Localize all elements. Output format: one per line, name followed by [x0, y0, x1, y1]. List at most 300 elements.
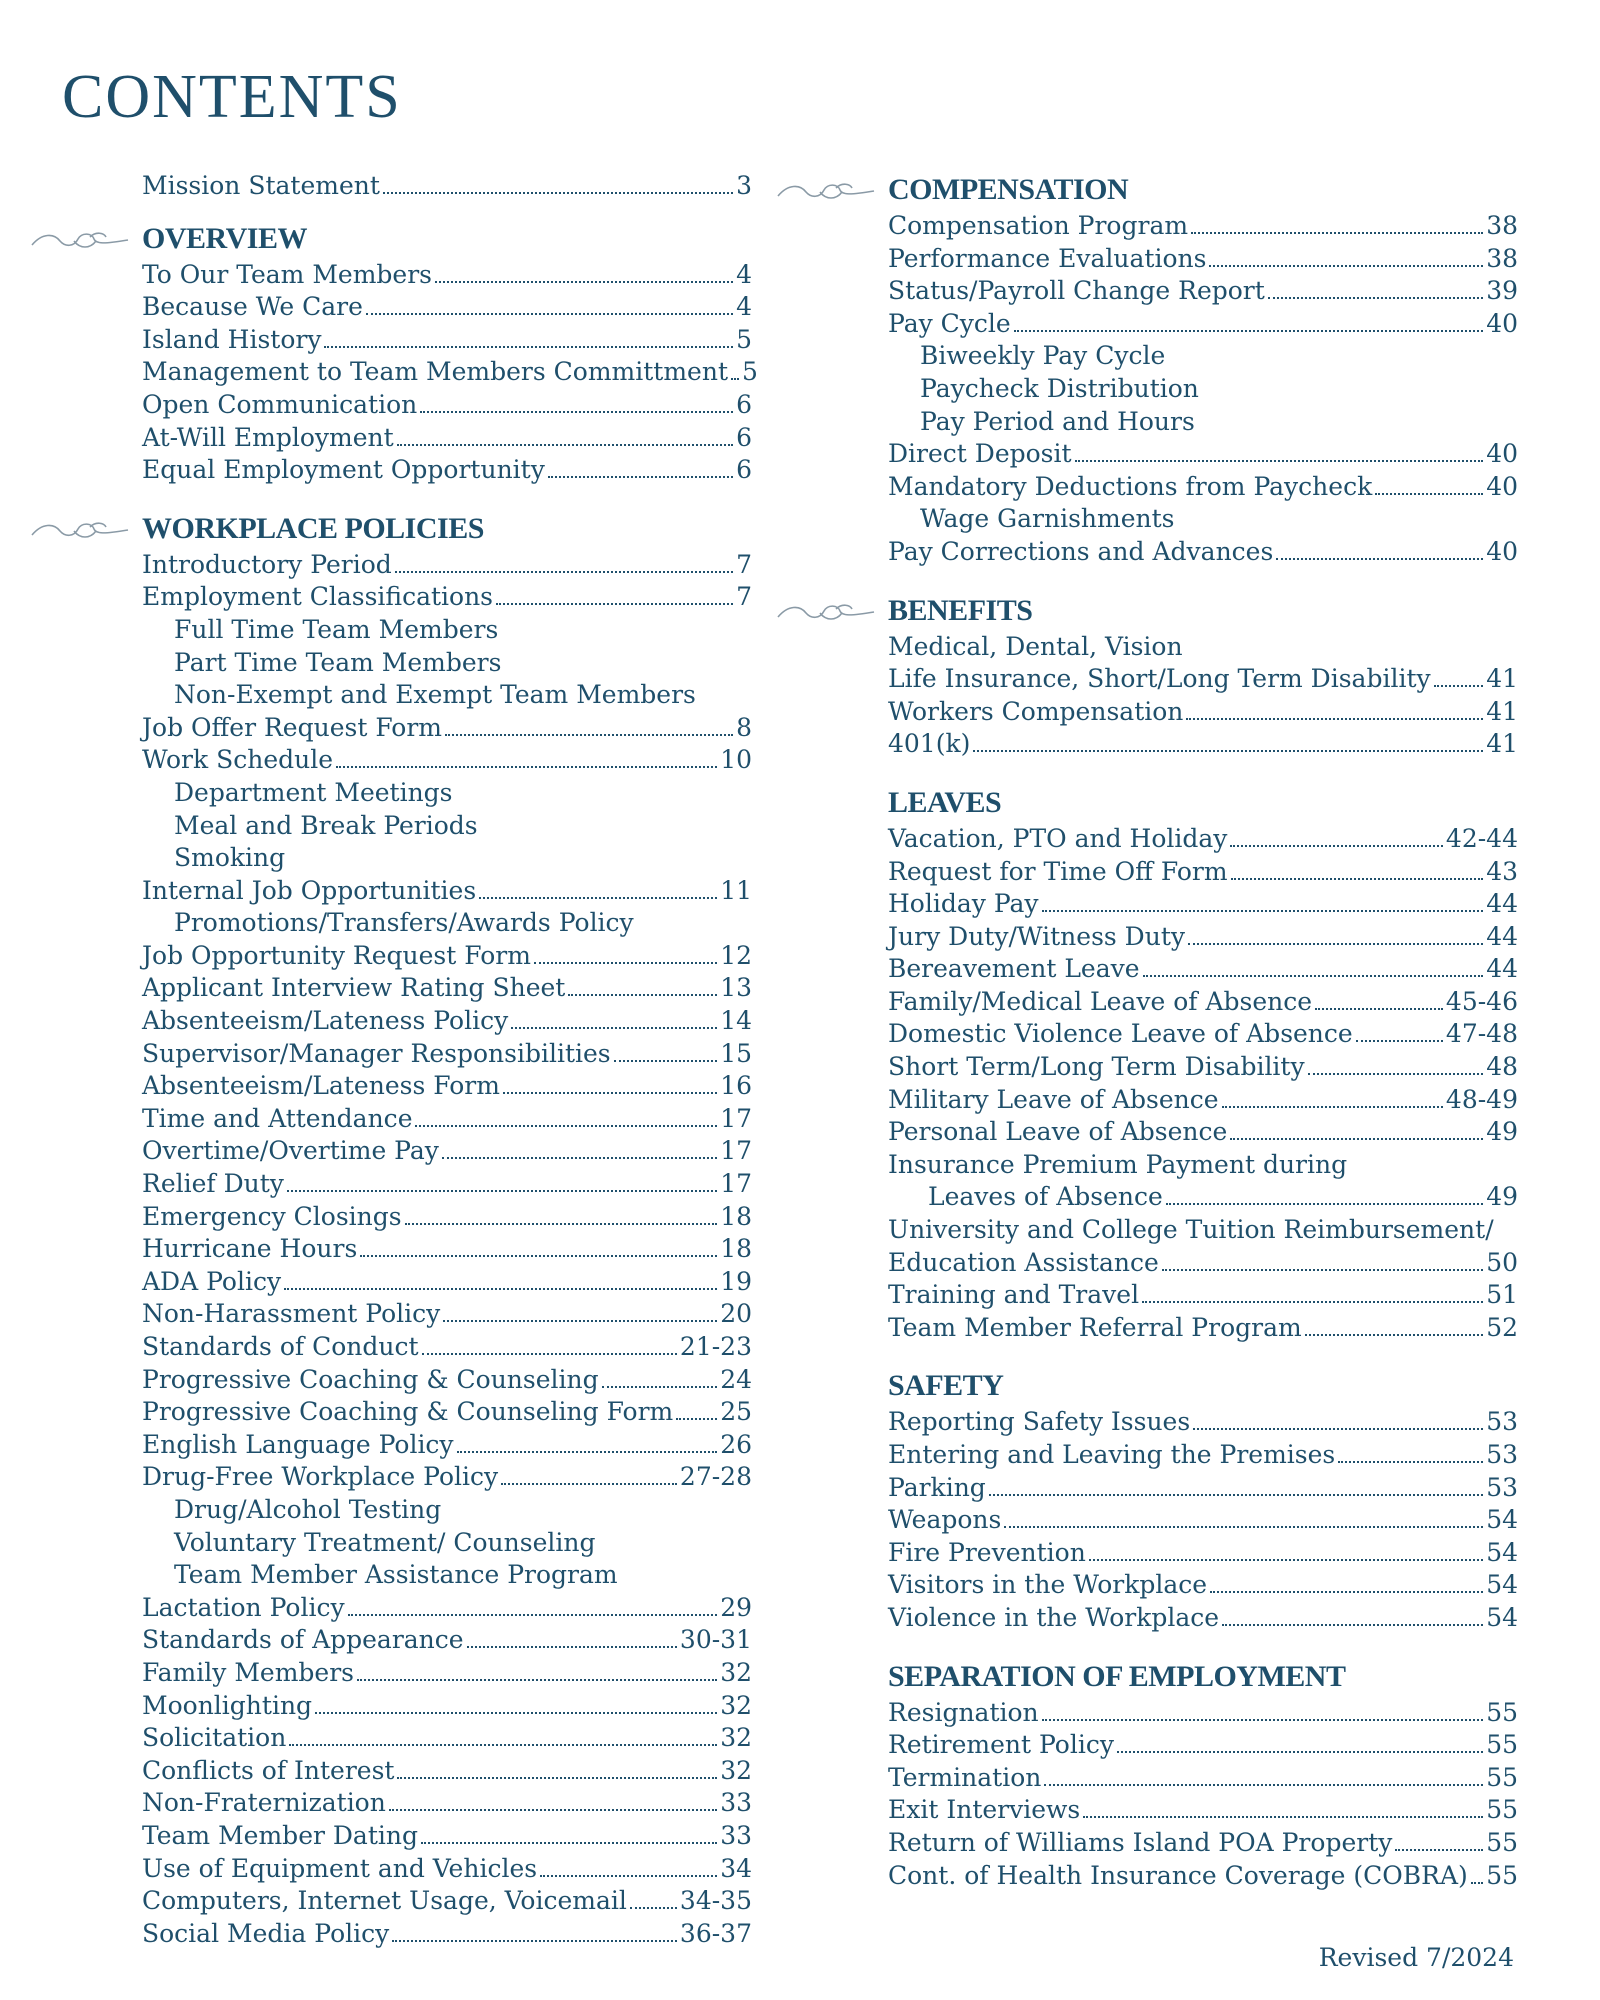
toc-entry-label: Entering and Leaving the Premises	[888, 1440, 1336, 1469]
toc-entry-label: Moonlighting	[142, 1690, 313, 1720]
toc-entry[interactable]	[888, 1794, 1518, 1827]
toc-entry-page: 33	[720, 1788, 752, 1818]
toc-entry[interactable]	[142, 679, 752, 712]
toc-entry[interactable]	[142, 1853, 752, 1886]
section-heading	[888, 170, 1518, 210]
toc-entry-page: 6	[736, 389, 752, 419]
toc-list	[888, 1697, 1518, 1893]
dot-leader	[496, 603, 733, 605]
toc-entry-label: Solicitation	[142, 1723, 287, 1753]
toc-entry[interactable]	[888, 1084, 1518, 1117]
toc-entry[interactable]	[142, 291, 752, 324]
toc-entry-page: 41	[1486, 729, 1518, 759]
toc-entry-page: 19	[720, 1266, 752, 1296]
toc-entry-label: Computers, Internet Usage, Voicemail	[142, 1886, 627, 1916]
dot-leader	[467, 1646, 677, 1648]
toc-entry-page: 18	[720, 1201, 752, 1231]
toc-entry[interactable]	[142, 744, 752, 777]
toc-entry[interactable]	[888, 243, 1518, 276]
toc-entry-page: 15	[720, 1038, 752, 1068]
toc-entry-page: 3	[736, 171, 752, 200]
toc-entry[interactable]	[888, 536, 1518, 569]
toc-entry-page: 30-31	[679, 1625, 752, 1655]
dot-leader	[421, 1842, 717, 1844]
toc-entry[interactable]	[888, 1762, 1518, 1795]
section-benefits	[888, 591, 1518, 761]
toc-entry-page: 12	[720, 940, 752, 970]
toc-entry[interactable]	[888, 1406, 1518, 1439]
toc-entry-label: Internal Job Opportunities	[142, 875, 477, 905]
toc-entry-label: Short Term/Long Term Disability	[888, 1052, 1305, 1082]
dot-leader	[534, 962, 717, 964]
toc-entry-page: 17	[720, 1136, 752, 1166]
toc-entry-label: Vacation, PTO and Holiday	[888, 823, 1228, 853]
toc-entry-page: 54	[1486, 1602, 1518, 1632]
toc-entry-page: 47-48	[1445, 1019, 1518, 1049]
dot-leader	[1222, 1106, 1443, 1108]
dot-leader	[1338, 1461, 1483, 1463]
toc-entry-page: 33	[720, 1820, 752, 1850]
dot-leader	[1210, 1591, 1483, 1593]
dot-leader	[1186, 718, 1483, 720]
toc-entry-page: 10	[720, 745, 752, 775]
toc-entry-label: Absenteeism/Lateness Policy	[142, 1006, 509, 1036]
dot-leader	[442, 1157, 717, 1159]
toc-entry-label: University and College Tuition Reimbursement/	[888, 1215, 1494, 1245]
toc-entry-label: Wage Garnishments	[920, 504, 1175, 534]
dot-leader	[1089, 1559, 1483, 1561]
dot-leader	[324, 346, 733, 348]
toc-entry-page: 7	[736, 582, 752, 612]
toc-entry-page: 44	[1486, 921, 1518, 951]
toc-entry-page: 54	[1486, 1537, 1518, 1567]
toc-list	[888, 210, 1518, 569]
toc-entry[interactable]	[142, 1331, 752, 1364]
dot-leader	[1188, 943, 1483, 945]
toc-entry[interactable]	[142, 1070, 752, 1103]
toc-entry-page: 18	[720, 1234, 752, 1264]
dot-leader	[315, 1712, 717, 1714]
toc-entry-label: Cont. of Health Insurance Coverage (COBRA)	[888, 1860, 1468, 1890]
toc-entry-page: 6	[736, 422, 752, 452]
toc-list	[888, 823, 1518, 1345]
toc-entry[interactable]	[142, 1038, 752, 1071]
toc-entry-label: Pay Cycle	[888, 308, 1011, 338]
toc-entry[interactable]	[888, 1602, 1518, 1635]
toc-entry[interactable]	[142, 1690, 752, 1723]
dot-leader	[630, 1907, 677, 1909]
toc-entry-label: Leaves of Absence	[928, 1182, 1163, 1212]
section-safety	[888, 1366, 1518, 1634]
toc-entry[interactable]	[142, 614, 752, 647]
dot-leader	[1162, 1269, 1483, 1271]
toc-entry-label: Return of Williams Island POA Property	[888, 1827, 1393, 1857]
toc-entry-label: Non-Exempt and Exempt Team Members	[174, 680, 696, 710]
toc-entry-page: 55	[1486, 1697, 1518, 1727]
toc-entry[interactable]	[888, 1860, 1518, 1893]
dot-leader	[397, 1777, 717, 1779]
toc-entry-page: 55	[1486, 1730, 1518, 1760]
toc-entry[interactable]	[142, 712, 752, 745]
toc-entry-page: 17	[720, 1103, 752, 1133]
toc-entry[interactable]	[888, 696, 1518, 729]
toc-entry[interactable]	[888, 1504, 1518, 1537]
toc-entry-page: 44	[1486, 889, 1518, 919]
dot-leader	[1231, 878, 1484, 880]
toc-entry[interactable]	[142, 454, 752, 487]
toc-entry-page: 49	[1486, 1117, 1518, 1147]
section-heading-text: WORKPLACE POLICIES	[142, 511, 484, 545]
toc-entry[interactable]	[888, 823, 1518, 856]
toc-list	[142, 259, 758, 487]
toc-entry[interactable]	[142, 647, 752, 680]
toc-entry-page: 17	[720, 1169, 752, 1199]
dot-leader	[1042, 1719, 1484, 1721]
toc-entry[interactable]	[142, 1461, 752, 1494]
toc-entry-label: Meal and Break Periods	[174, 810, 478, 840]
toc-entry[interactable]	[142, 1168, 752, 1201]
toc-entry-label: Part Time Team Members	[174, 647, 502, 677]
toc-entry[interactable]	[888, 471, 1518, 504]
toc-right-column	[888, 170, 1518, 1892]
page-title: CONTENTS	[62, 63, 402, 131]
toc-entry[interactable]	[888, 308, 1518, 341]
toc-entry-page: 24	[720, 1364, 752, 1394]
dot-leader	[383, 192, 733, 194]
section-heading: SAFETY	[888, 1369, 1004, 1403]
toc-entry-page: 25	[720, 1397, 752, 1427]
toc-entry-page: 13	[720, 973, 752, 1003]
toc-entry[interactable]	[888, 1018, 1518, 1051]
dot-leader	[568, 994, 717, 996]
toc-entry-page: 4	[736, 259, 752, 289]
toc-entry[interactable]	[888, 1537, 1518, 1570]
toc-entry[interactable]	[142, 581, 752, 614]
dot-leader	[1395, 1849, 1483, 1851]
dot-leader	[501, 1483, 677, 1485]
flourish-ornament-icon	[30, 517, 130, 543]
toc-entry-label: At-Will Employment	[142, 422, 394, 452]
toc-entry-page: 32	[720, 1657, 752, 1687]
dot-leader	[1004, 1526, 1483, 1528]
dot-leader	[415, 1125, 717, 1127]
toc-entry-page: 41	[1486, 696, 1518, 726]
toc-entry-label: Conflicts of Interest	[142, 1755, 395, 1785]
toc-entry[interactable]	[888, 1247, 1518, 1280]
toc-entry[interactable]	[142, 1135, 752, 1168]
toc-entry[interactable]	[888, 631, 1518, 664]
dot-leader	[676, 1418, 717, 1420]
toc-entry-label: Education Assistance	[888, 1247, 1159, 1277]
toc-entry[interactable]	[888, 728, 1518, 761]
toc-entry-label: Supervisor/Manager Responsibilities	[142, 1038, 611, 1068]
flourish-ornament-icon	[30, 227, 130, 253]
toc-entry[interactable]	[888, 986, 1518, 1019]
toc-entry[interactable]	[142, 972, 752, 1005]
toc-entry[interactable]	[888, 1051, 1518, 1084]
dot-leader	[602, 1386, 718, 1388]
toc-entry-label: Military Leave of Absence	[888, 1084, 1219, 1114]
toc-entry-page: 11	[720, 875, 752, 905]
toc-entry-label: Full Time Team Members	[174, 614, 499, 644]
toc-entry-page: 52	[1486, 1312, 1518, 1342]
dot-leader	[284, 1288, 717, 1290]
toc-entry-label: Smoking	[174, 843, 286, 873]
toc-entry-page: 32	[720, 1755, 752, 1785]
toc-entry-label: Personal Leave of Absence	[888, 1117, 1228, 1147]
toc-entry[interactable]	[142, 1494, 752, 1527]
toc-entry-label: Jury Duty/Witness Duty	[888, 921, 1185, 951]
toc-entry-label: Equal Employment Opportunity	[142, 455, 545, 485]
dot-leader	[1356, 1040, 1443, 1042]
toc-entry[interactable]	[142, 1103, 752, 1136]
toc-entry[interactable]	[142, 842, 752, 875]
dot-leader	[366, 313, 733, 315]
toc-entry[interactable]	[142, 1820, 752, 1853]
toc-entry[interactable]	[142, 1885, 752, 1918]
toc-entry[interactable]	[888, 1279, 1518, 1312]
toc-entry[interactable]	[142, 1298, 752, 1331]
toc-entry[interactable]	[888, 210, 1518, 243]
toc-entry[interactable]	[888, 406, 1518, 439]
section-leaves	[888, 783, 1518, 1345]
toc-entry[interactable]	[888, 888, 1518, 921]
toc-entry-page: 32	[720, 1690, 752, 1720]
toc-entry-page: 53	[1486, 1440, 1518, 1469]
toc-entry[interactable]	[888, 1729, 1518, 1762]
dot-leader	[1042, 910, 1484, 912]
toc-entry[interactable]	[888, 1214, 1518, 1247]
toc-entry[interactable]	[142, 1918, 752, 1951]
toc-entry[interactable]	[142, 777, 752, 810]
dot-leader	[287, 1190, 717, 1192]
toc-entry[interactable]	[888, 275, 1518, 308]
dot-leader	[289, 1744, 717, 1746]
toc-entry-label: Family/Medical Leave of Absence	[888, 986, 1313, 1016]
toc-entry[interactable]	[888, 1827, 1518, 1860]
toc-entry[interactable]	[142, 1429, 752, 1462]
toc-entry-label: Applicant Interview Rating Sheet	[142, 973, 566, 1003]
toc-entry-label: Social Media Policy	[142, 1918, 390, 1948]
toc-entry[interactable]	[142, 1233, 752, 1266]
toc-entry-page: 4	[736, 292, 752, 322]
toc-entry[interactable]	[142, 1266, 752, 1299]
dot-leader	[1193, 1428, 1483, 1430]
toc-entry[interactable]	[888, 663, 1518, 696]
toc-entry-label: Training and Travel	[888, 1280, 1140, 1310]
toc-entry[interactable]	[142, 389, 752, 422]
dot-leader	[1375, 493, 1483, 495]
toc-entry-page: 16	[720, 1071, 752, 1101]
toc-entry[interactable]	[888, 921, 1518, 954]
toc-entry-label: Use of Equipment and Vehicles	[142, 1853, 538, 1883]
toc-entry[interactable]	[142, 1527, 752, 1560]
toc-entry[interactable]	[888, 1569, 1518, 1602]
dot-leader	[405, 1223, 718, 1225]
toc-entry-label: Insurance Premium Payment during	[888, 1149, 1348, 1179]
toc-entry[interactable]	[142, 1755, 752, 1788]
toc-entry-page: 26	[720, 1429, 752, 1459]
toc-entry-page: 55	[1486, 1762, 1518, 1792]
toc-entry[interactable]	[888, 1181, 1518, 1214]
dot-leader	[1230, 845, 1442, 847]
toc-entry[interactable]	[888, 373, 1518, 406]
section-overview	[142, 219, 758, 487]
toc-entry-page: 45-46	[1445, 986, 1518, 1016]
toc-entry[interactable]	[888, 1472, 1518, 1505]
toc-entry-label: Work Schedule	[142, 745, 334, 775]
dot-leader	[1434, 685, 1484, 687]
flourish-ornament-icon	[776, 599, 876, 625]
toc-entry[interactable]	[142, 259, 752, 292]
toc-entry[interactable]	[888, 856, 1518, 889]
dot-leader	[397, 444, 733, 446]
toc-entry[interactable]	[142, 1722, 752, 1755]
toc-entry[interactable]	[888, 953, 1518, 986]
dot-leader	[435, 281, 733, 283]
toc-entry[interactable]	[888, 1312, 1518, 1345]
dot-leader	[1142, 1301, 1483, 1303]
section-heading	[142, 509, 752, 549]
toc-entry[interactable]	[142, 1624, 752, 1657]
dot-leader	[422, 1353, 677, 1355]
toc-entry-label: Hurricane Hours	[142, 1234, 358, 1264]
toc-entry-label: Life Insurance, Short/Long Term Disability	[888, 664, 1431, 694]
toc-entry-label: Lactation Policy	[142, 1592, 345, 1622]
toc-entry-label: Performance Evaluations	[888, 243, 1207, 273]
toc-entry-label: Pay Corrections and Advances	[888, 536, 1274, 566]
toc-entry-page: 32	[720, 1723, 752, 1753]
toc-entry-page: 43	[1486, 856, 1518, 886]
toc-entry[interactable]	[142, 1201, 752, 1234]
toc-entry[interactable]	[142, 1559, 752, 1592]
toc-entry-label: Employment Classifications	[142, 582, 494, 612]
toc-entry-label: ADA Policy	[142, 1266, 282, 1296]
dot-leader	[1191, 232, 1483, 234]
dot-leader	[1230, 1138, 1483, 1140]
toc-list	[142, 549, 752, 1951]
toc-entry-label: Drug/Alcohol Testing	[174, 1494, 442, 1524]
toc-entry-label: Open Communication	[142, 389, 418, 419]
toc-entry-page: 40	[1486, 471, 1518, 501]
toc-entry-label: Holiday Pay	[888, 889, 1039, 919]
toc-entry-page: 40	[1486, 308, 1518, 338]
toc-entry[interactable]	[142, 940, 752, 973]
toc-entry-label: Resignation	[888, 1697, 1039, 1727]
dot-leader	[1308, 1073, 1484, 1075]
section-heading	[142, 219, 752, 259]
toc-entry-label: Job Offer Request Form	[142, 712, 442, 742]
toc-entry[interactable]	[888, 503, 1518, 536]
toc-entry[interactable]	[142, 1005, 752, 1038]
toc-entry-label: Mission Statement	[142, 171, 380, 200]
toc-entry-label: Progressive Coaching & Counseling	[142, 1364, 599, 1394]
toc-entry[interactable]	[888, 1439, 1518, 1472]
toc-entry[interactable]	[888, 1116, 1518, 1149]
toc-entry[interactable]	[142, 324, 752, 357]
toc-entry[interactable]	[142, 356, 758, 389]
toc-entry[interactable]	[888, 1149, 1518, 1182]
toc-entry-label: Relief Duty	[142, 1169, 284, 1199]
toc-entry-label: Team Member Assistance Program	[174, 1560, 618, 1590]
toc-entry-label: Violence in the Workplace	[888, 1602, 1220, 1632]
toc-entry-page: 54	[1486, 1505, 1518, 1535]
toc-entry-page: 42-44	[1445, 823, 1518, 853]
toc-entry[interactable]	[142, 907, 752, 940]
toc-entry-page: 6	[736, 455, 752, 485]
toc-entry-page: 36-37	[679, 1918, 752, 1948]
toc-entry-page: 55	[1486, 1827, 1518, 1857]
toc-entry-mission-statement[interactable]	[142, 170, 752, 203]
toc-entry-label: Standards of Appearance	[142, 1625, 464, 1655]
toc-entry-page: 8	[736, 712, 752, 742]
dot-leader	[511, 1027, 717, 1029]
dot-leader	[457, 1451, 718, 1453]
toc-entry-label: Team Member Dating	[142, 1820, 418, 1850]
toc-entry-label: Mandatory Deductions from Paycheck	[888, 471, 1373, 501]
toc-entry-page: 38	[1486, 211, 1518, 240]
dot-leader	[348, 1614, 718, 1616]
toc-entry[interactable]	[142, 1364, 752, 1397]
toc-entry-label: Standards of Conduct	[142, 1332, 419, 1361]
toc-entry-label: Voluntary Treatment/ Counseling	[174, 1527, 596, 1557]
toc-list	[888, 1406, 1518, 1634]
toc-entry-page: 48-49	[1445, 1084, 1518, 1114]
toc-entry-label: Domestic Violence Leave of Absence	[888, 1019, 1353, 1049]
toc-entry-page: 21-23	[679, 1332, 752, 1361]
toc-entry-page: 5	[736, 324, 752, 354]
toc-entry[interactable]	[142, 422, 752, 455]
toc-entry-label: Workers Compensation	[888, 696, 1184, 726]
toc-entry-label: Time and Attendance	[142, 1103, 413, 1133]
toc-entry[interactable]	[888, 438, 1518, 471]
dot-leader	[1166, 1203, 1483, 1205]
dot-leader	[614, 1060, 718, 1062]
section-heading: SEPARATION OF EMPLOYMENT	[888, 1659, 1346, 1693]
toc-entry-page: 44	[1486, 954, 1518, 984]
toc-entry[interactable]	[142, 549, 752, 582]
toc-entry[interactable]	[142, 810, 752, 843]
section-compensation	[888, 170, 1518, 569]
toc-entry-page: 50	[1486, 1247, 1518, 1277]
toc-entry[interactable]	[142, 1592, 752, 1625]
toc-entry[interactable]	[142, 1787, 752, 1820]
dot-leader	[1305, 1334, 1484, 1336]
toc-entry-page: 20	[720, 1299, 752, 1329]
section-workplace-policies	[142, 509, 752, 1951]
toc-left-column	[142, 170, 758, 1950]
toc-entry-label: Bereavement Leave	[888, 954, 1140, 984]
toc-entry-label: Parking	[888, 1472, 986, 1502]
toc-entry-page: 5	[742, 357, 758, 387]
toc-entry[interactable]	[888, 340, 1518, 373]
toc-list	[888, 631, 1518, 761]
dot-leader	[443, 1320, 717, 1322]
toc-entry[interactable]	[888, 1697, 1518, 1730]
toc-entry-label: Request for Time Off Form	[888, 856, 1228, 886]
toc-entry[interactable]	[142, 1657, 752, 1690]
toc-entry-label: Medical, Dental, Vision	[888, 631, 1183, 661]
toc-entry-page: 53	[1486, 1407, 1518, 1437]
toc-entry-label: 401(k)	[888, 729, 971, 759]
dot-leader	[1276, 558, 1483, 560]
toc-entry-label: Exit Interviews	[888, 1795, 1081, 1825]
toc-entry[interactable]	[142, 875, 752, 908]
dot-leader	[445, 734, 733, 736]
flourish-ornament-icon	[776, 178, 876, 204]
toc-entry-page: 7	[736, 549, 752, 579]
toc-entry[interactable]	[142, 1396, 752, 1429]
